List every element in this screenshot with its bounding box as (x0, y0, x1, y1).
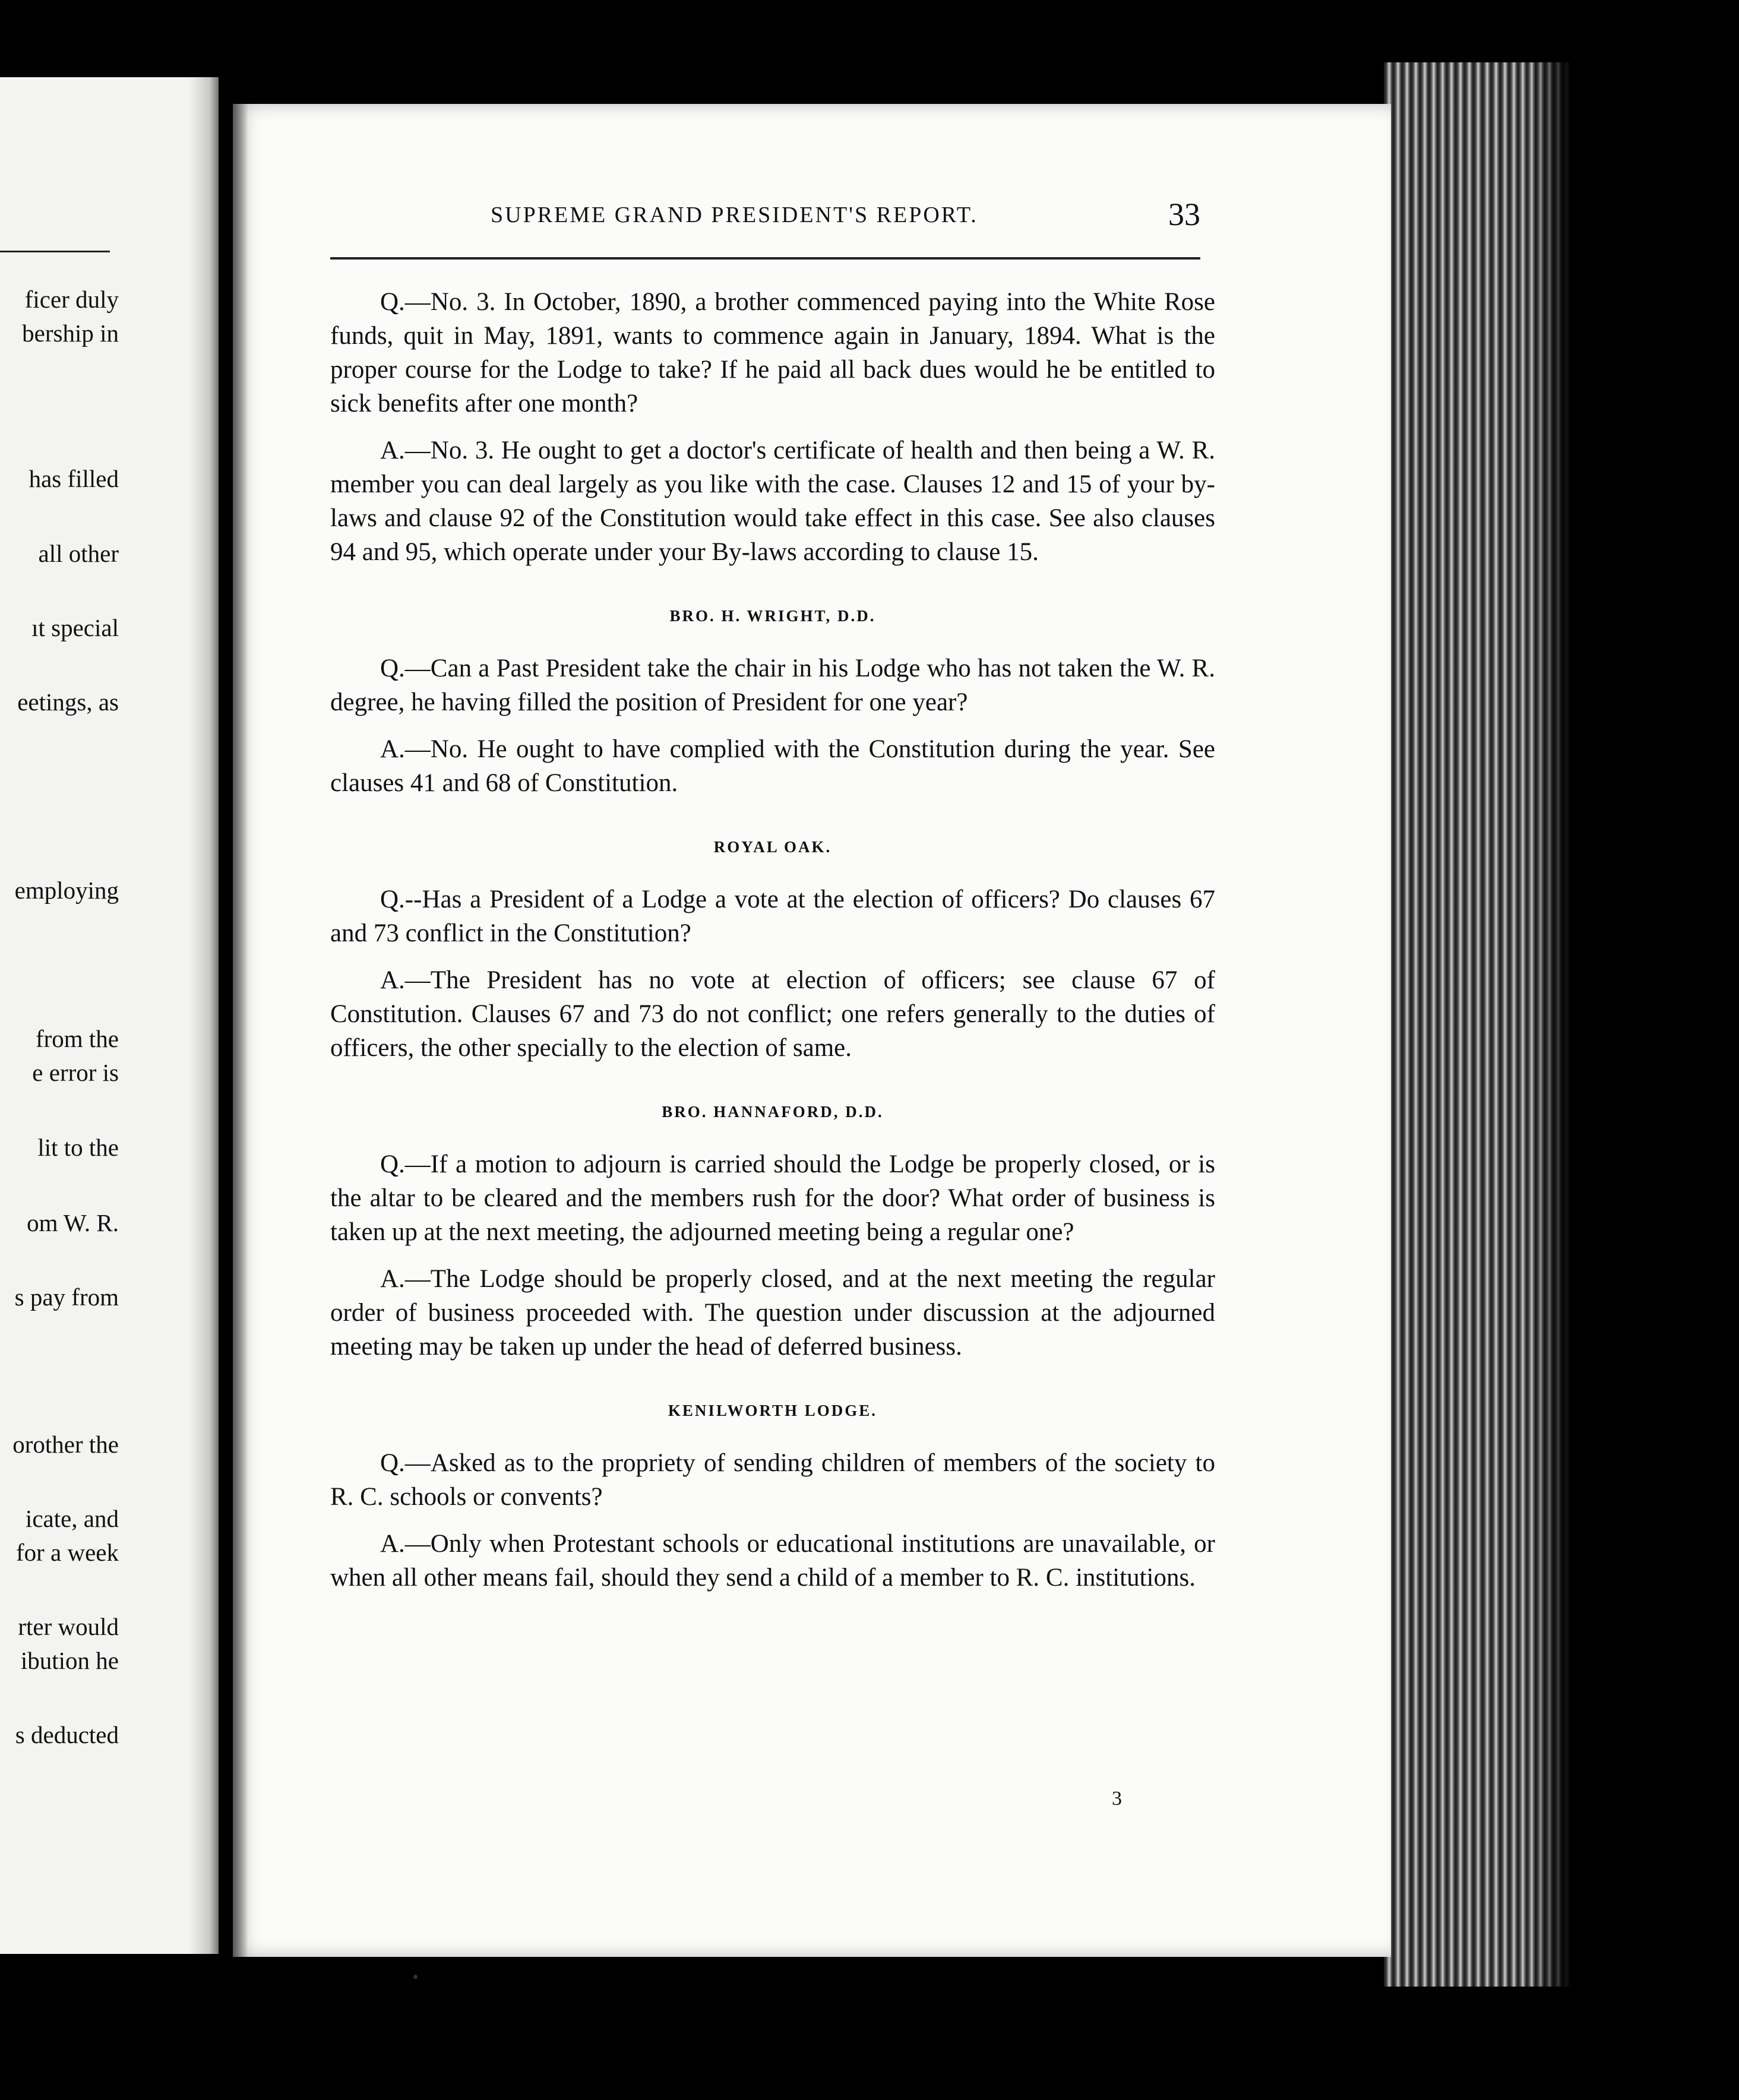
left-page-line: orother the (12, 1431, 119, 1458)
section-heading: KENILWORTH LODGE. (668, 1402, 878, 1419)
left-page-line: s pay from (14, 1283, 119, 1311)
question-paragraph: Q.--Has a President of a Lodge a vote at the election of officers? Do clauses 67 and 73 conflict in the Constitution? (330, 885, 1215, 947)
section-heading: BRO. HANNAFORD, D.D. (662, 1103, 884, 1121)
answer-paragraph: A.—No. He ought to have complied with the Constitution during the year. See clauses 41 and 68 of Constitution. (330, 735, 1215, 797)
left-page-line: from the (35, 1025, 119, 1052)
book-page-edges (1384, 62, 1571, 1987)
answer-paragraph: A.—The Lodge should be properly closed, and at the next meeting the regular order of business proceeded with. The question under discussion at the adjourned meeting may be taken up under the head of deferred business. (330, 1265, 1215, 1361)
left-page-line: ıt special (31, 614, 119, 641)
left-page-line: ibution he (20, 1647, 119, 1674)
section-heading: ROYAL OAK. (713, 838, 832, 856)
question-paragraph: Q.—If a motion to adjourn is carried should the Lodge be properly closed, or is the altar to be cleared and the members rush for the door? What order of business is taken up at the next meeting, the adjourned meeting being a regular one? (330, 1150, 1215, 1246)
left-page-line: has filled (29, 465, 119, 492)
running-head (330, 196, 1200, 243)
left-page-line: icate, and (25, 1505, 119, 1532)
ink-speck (413, 1975, 418, 1979)
header-rule (330, 257, 1200, 260)
question-paragraph: Q.—Can a Past President take the chair in his Lodge who has not taken the W. R. degree, he having filled the position of President for one year? (330, 654, 1215, 716)
left-page-line: bership in (22, 320, 119, 347)
left-page-line: eetings, as (17, 688, 119, 716)
section-heading: BRO. H. WRIGHT, D.D. (669, 607, 876, 625)
left-page-rule (0, 251, 110, 252)
left-page-line: for a week (15, 1539, 119, 1566)
left-page-line: ficer duly (24, 286, 119, 313)
page-number: 33 (1168, 197, 1200, 232)
question-paragraph: Q.—Asked as to the propriety of sending children of members of the society to R. C. schools or convents? (330, 1449, 1215, 1511)
answer-paragraph: A.—The President has no vote at election of officers; see clause 67 of Constitution. Clauses 67 and 73 do not conflict; one refers generally to the duties of officers, the other specially to the election of same. (330, 966, 1215, 1062)
qa-section (330, 1402, 1215, 1595)
answer-paragraph: A.—No. 3. He ought to get a doctor's certificate of health and then being a W. R. member you can deal largely as you like with the case. Clauses 12 and 15 of your by-laws and clause 92 of the Constitution would take effect in this case. See also clauses 94 and 95, which operate under your By-laws according to clause 15. (330, 437, 1215, 566)
question-paragraph: Q.—No. 3. In October, 1890, a brother commenced paying into the White Rose funds, quit in May, 1891, wants to commence again in January, 1894. What is the proper course for the Lodge to take? If he paid all back dues would he be entitled to sick benefits after one month? (330, 288, 1215, 418)
left-page-line: e error is (32, 1059, 119, 1086)
left-page-gutter-shadow (189, 77, 219, 1954)
page-body (330, 285, 1215, 1608)
left-page-line: s deducted (15, 1721, 119, 1748)
qa-section (330, 285, 1215, 569)
left-facing-page (0, 77, 219, 1954)
page-header-title: SUPREME GRAND PRESIDENT'S REPORT. (491, 203, 978, 227)
qa-section (330, 1103, 1215, 1364)
qa-section (330, 838, 1215, 1065)
qa-section (330, 607, 1215, 800)
left-page-line: om W. R. (27, 1209, 119, 1236)
left-page-line: rter would (18, 1613, 119, 1640)
left-page-line: lit to the (37, 1134, 119, 1161)
signature-mark: 3 (1112, 1788, 1122, 1810)
left-page-line: employing (14, 877, 119, 904)
gutter-shadow (233, 104, 248, 1957)
answer-paragraph: A.—Only when Protestant schools or educational institutions are unavailable, or when all other means fail, should they send a child of a member to R. C. institutions. (330, 1530, 1215, 1592)
left-page-line: all other (38, 540, 119, 567)
